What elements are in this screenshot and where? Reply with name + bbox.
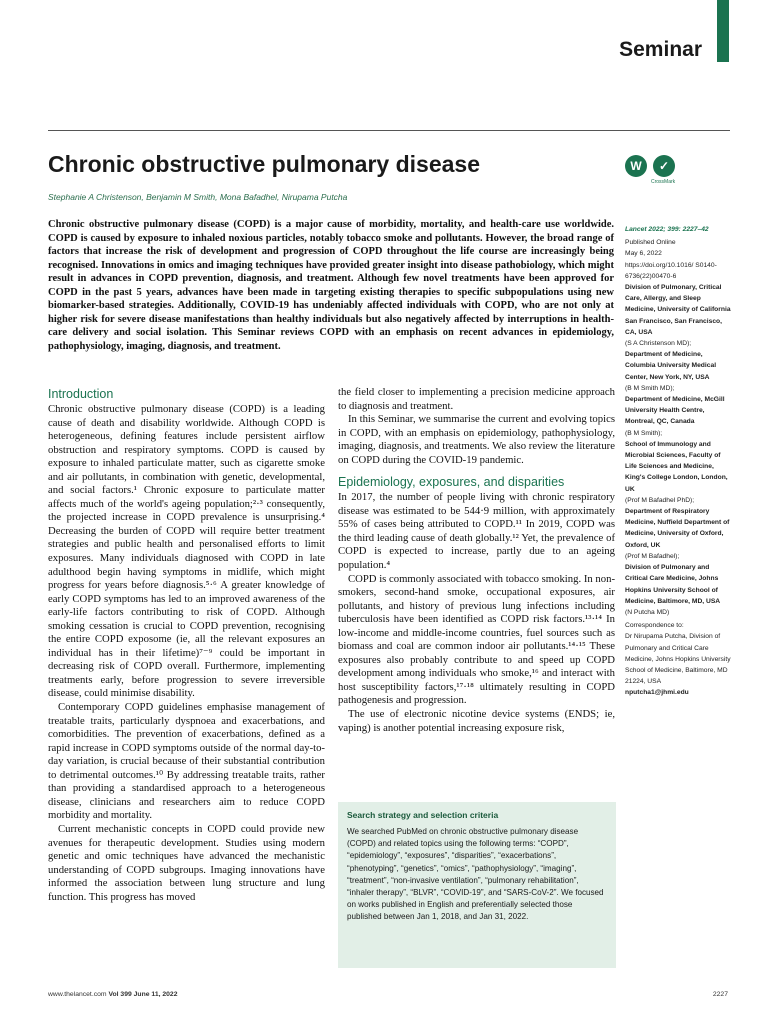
epidemiology-paragraph-1: In 2017, the number of people living with chronic respiratory disease was estimated to be 544·9 million, with approximately 55% of cases being attributed to COPD.¹¹ In 2019, COPD was the third leading cause of death globally.¹² Yet, the prevalence of COPD is expected to increase, partly due to an ageing population.⁴ [338,491,615,572]
affiliation-6: Division of Pulmonary and Critical Care Medicine, Johns Hopkins University School of Medicine, Baltimore, MD, USA [625,564,721,605]
epidemiology-heading: Epidemiology, exposures, and disparities [338,475,565,490]
footer-date: June 11, 2022 [133,991,178,998]
search-strategy-title: Search strategy and selection criteria [347,810,499,820]
crossmark-icon[interactable]: ✓ [653,155,675,177]
article-title: Chronic obstructive pulmonary disease [48,151,481,177]
affiliation-5-authors: (Prof M Bafadhel); [625,552,680,560]
epidemiology-paragraph-3: The use of electronic nicotine device systems (ENDS; ie, vaping) is another potential increasing exposure risk, [338,708,615,734]
citation: Lancet 2022; 399: 2227–42 [625,226,709,233]
section-label: Seminar [619,38,702,61]
intro-paragraph-3-continued: the field closer to implementing a precision medicine approach to diagnosis and treatment. [338,386,615,412]
search-strategy-box [338,802,616,968]
affiliation-4: School of Immunology and Microbial Sciences, Faculty of Life Sciences and Medicine, King's College London, London, UK [625,440,728,493]
footer-volume: Vol 399 [108,991,132,998]
correspondence-email[interactable]: nputcha1@jhmi.edu [625,689,689,697]
affiliation-2: Department of Medicine, Columbia University Medical Center, New York, NY, USA [625,351,717,381]
w-logo-icon[interactable]: W [625,155,647,177]
author-list[interactable]: Stephanie A Christenson, Benjamin M Smith, Mona Bafadhel, Nirupama Putcha [48,192,348,202]
published-date: May 6, 2022 [625,250,662,258]
intro-paragraph-3: Current mechanistic concepts in COPD could provide new avenues for therapeutic development. Studies using modern genetic and omic techniques have advanced the mechanistic understanding of COPD subgroups. Imaging innovations have informed the association between lung structure and lung function. This progress has moved [48,822,325,903]
affiliation-3-authors: (B M Smith); [625,429,663,437]
header-divider [48,130,730,131]
sidebar [625,224,733,699]
affiliation-3: Department of Medicine, McGill University Health Centre, Montreal, QC, Canada [625,396,725,426]
introduction-heading: Introduction [48,387,114,401]
affiliation-5: Department of Respiratory Medicine, Nuffield Department of Medicine, University of Oxford, Oxford, UK [625,508,730,549]
affiliation-6-authors: (N Putcha MD) [625,608,670,616]
affiliation-2-authors: (B M Smith MD); [625,384,675,392]
correspondence-label: Correspondence to: [625,622,684,630]
article-badges [625,155,675,177]
footer-left [48,991,178,998]
affiliation-1-authors: (S A Christenson MD); [625,340,692,348]
correspondence-address: Dr Nirupama Putcha, Division of Pulmonary and Critical Care Medicine, Johns Hopkins University School of Medicine, Baltimore, MD 21224, USA [625,633,731,686]
intro-paragraph-1: Chronic obstructive pulmonary disease (COPD) is a leading cause of death and disability worldwide. Although COPD is heterogeneous, defining features include persistent airflow obstruction and respiratory symptoms. COPD is caused by exposure to inhaled particulate matter, such as cigarette smoke and air pollutants, in combination with genetic, developmental, and social factors.¹ Chronic exposure to particulate matter affects much of the world's ageing population;²·³ consequently, the projected increase in COPD prevalence is unsurprising.⁴ Decreasing the burden of COPD will require better treatment strategies and public health and personalised efforts to limit exposures. Many individuals diagnosed with COPD in late adulthood begin having symptoms in midlife, which might progress for years before diagnosis.⁵·⁶ A greater knowledge of early COPD symptoms has led to an improved awareness of the early-life factors contributing to risk of COPD. Although smoking cessation is crucial to COPD prevention, recognising the entire COPD exposome (ie, all the relevant exposures an individual has in their lifetime)⁷⁻⁹ could be important in decreasing risk of COPD overall. Furthermore, implementing treatments early, before progression to severe irreversible disease, could minimise disability. [48,403,325,700]
section-color-bar [717,0,729,62]
intro-paragraph-4: In this Seminar, we summarise the current and evolving topics in COPD, with an emphasis on epidemiology, pathophysiology, imaging, diagnosis, and treatments. We also review the literature on COPD during the COVID-19 pandemic. [338,413,615,466]
page-number: 2227 [712,991,728,998]
affiliation-1: Division of Pulmonary, Critical Care, Allergy, and Sleep Medicine, University of California San Francisco, San Francisco, CA, USA [625,284,731,336]
epidemiology-paragraph-2: COPD is commonly associated with tobacco smoking. In non-smokers, second-hand smoke, occupational exposures, air pollutants, and history of previous lung infections including tuberculosis have been identified as COPD risk factors.¹³·¹⁴ In low-income and middle-income countries, fuel sources such as biomass and coal are common indoor air pollutants.¹⁴·¹⁵ These exposures also probably contribute to and speed up COPD development among individuals who smoke,¹⁶ and interact with host susceptibility factors,¹⁷·¹⁸ ultimately resulting in COPD pathogenesis and progression. [338,572,615,707]
published-label: Published Online [625,239,676,247]
middle-column [338,386,615,735]
intro-paragraph-2: Contemporary COPD guidelines emphasise management of treatable traits, particularly dyspnoea and exacerbations, and comorbidities. The prevention of exacerbations, defined as a rapid increase in COPD symptoms outside of the normal day-to-day variation, is crucial because of their substantial contribution to detrimental outcomes.¹⁰ By addressing treatable traits, rather than providing a standardised approach to a heterogeneous disease, clinicians and researchers aim to reduce COPD morbidity and mortality. [48,701,325,822]
doi-link[interactable]: https://doi.org/10.1016/ S0140-6736(22)00470-6 [625,261,717,280]
crossmark-label: CrossMark [651,179,676,185]
abstract: Chronic obstructive pulmonary disease (COPD) is a major cause of morbidity, mortality, and health-care use worldwide. COPD is caused by exposure to inhaled noxious particles, notably tobacco smoke and pollutants. However, the broad range of factors that increase the risk of development and progression of COPD throughout the life course are increasingly being recognised. Innovations in omics and imaging techniques have provided greater insight into disease pathobiology, which might result in advances in COPD prevention, diagnosis, and treatment. Although few novel treatments have been approved for COPD in the past 5 years, advances have been made in targeting existing therapies to specific subpopulations using new biomarker-based strategies. Additionally, COVID-19 has undeniably affected individuals with COPD, who are not only at higher risk for severe disease manifestations than healthy individuals but also negatively affected by interruptions in health-care delivery and social isolation. This Seminar reviews COPD with an emphasis on recent advances in epidemiology, pathophysiology, imaging, diagnosis, and treatment. [48,219,614,352]
footer-site[interactable]: www.thelancet.com [48,991,107,998]
affiliation-4-authors: (Prof M Bafadhel PhD); [625,496,695,504]
search-strategy-body: We searched PubMed on chronic obstructive pulmonary disease (COPD) and related topics using the following terms: “COPD”, “epidemiology”, “exposures”, “disparities”, “exacerbations”, “phenotyping”, “genetics”, “omics”, “pathophysiology”, “imaging”, “treatment”, “non-invasive ventilation”, “pulmonary rehabilitation”, “inhaler therapy”, “BLVR”, “COVID-19”, and “SARS-CoV-2”. We focused on works published in English and preferentially selected those published between Jan 1, 2018, and Jan 31, 2022. [347,827,604,922]
left-column [48,386,325,904]
